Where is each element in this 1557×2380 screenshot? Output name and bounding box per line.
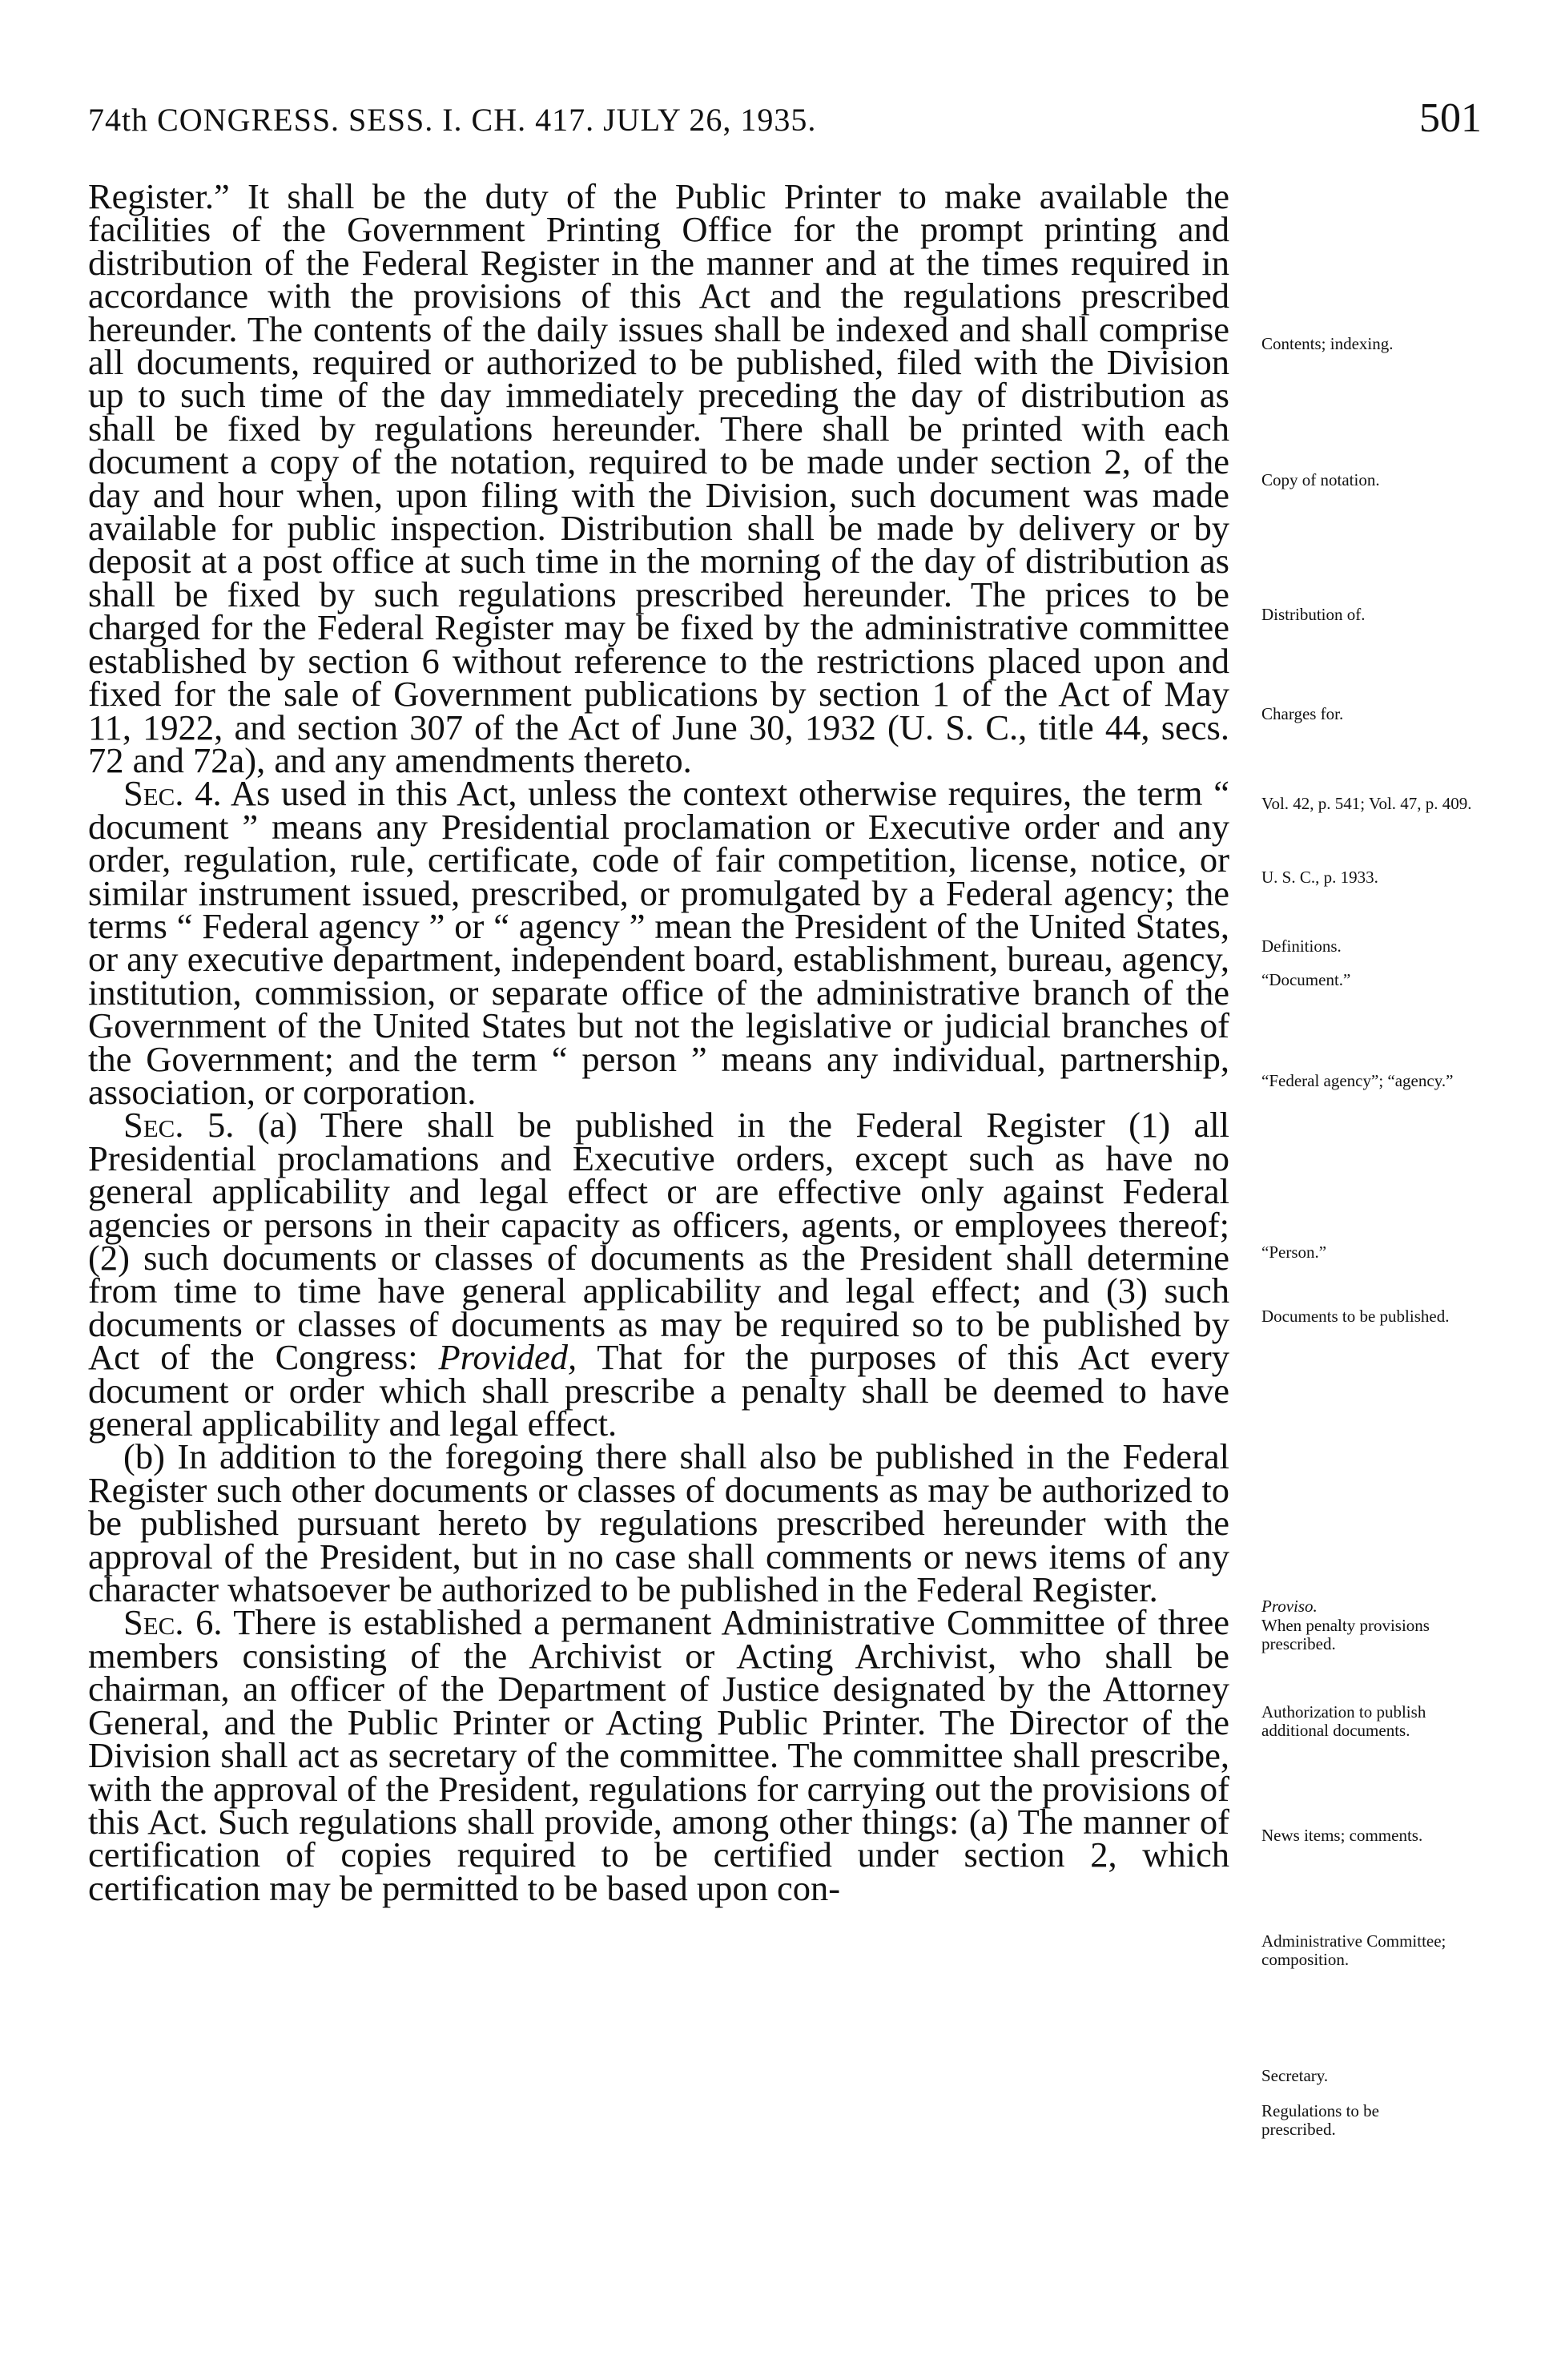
margin-note-proviso: Proviso. bbox=[1261, 1597, 1318, 1616]
margin-note-document: “Document.” bbox=[1261, 970, 1351, 989]
section-6 bbox=[88, 1602, 1229, 1908]
section-5-b-text: (b) In addition to the foregoing there shall also be published in the Federal Register such other documents or classes of documents as may be authorized to be published pursuant hereto by regulations prescribed hereunder with the approval of the President, but in no case shall comments or news items of any character whatsoever be authorized to be published in the Federal Register. bbox=[88, 1436, 1229, 1610]
margin-note-definitions: Definitions. bbox=[1261, 936, 1342, 956]
margin-note-charges: Charges for. bbox=[1261, 704, 1344, 723]
page-number: 501 bbox=[1419, 95, 1482, 141]
paragraph-continuation bbox=[88, 176, 1229, 780]
section-4 bbox=[88, 773, 1229, 1112]
margin-note-federal-agency: “Federal agency”; “agency.” bbox=[1261, 1071, 1454, 1090]
continuation-text: Register.” It shall be the duty of the Public Printer to make available the facilities of the Government Printing Office for the prompt printing and distribution of the Federal Register in the manner and at the times required in accordance with the provisions of this Act and the regulations prescribed hereunder. The contents of the daily issues shall be indexed and shall comprise all documents, required or authorized to be published, filed with the Division up to such time of the day immediately preceding the day of distribution as shall be fixed by regulations hereunder. There shall be printed with each document a copy of the notation, required to be made under section 2, of the day and hour when, upon filing with the Division, such document was made available for public inspection. Distribution shall be made by delivery or by deposit at a post office at such time in the morning of the day of distribution as shall be fixed by such regulations prescribed hereunder. The prices to be charged for the Federal Register may be fixed by the administrative committee established by section 6 without reference to the restrictions placed upon and fixed for the sale of Government publications by section 1 of the Act of May 11, 1922, and section 307 of the Act of June 30, 1932 (U. S. C., title 44, secs. 72 and 72a), and any amendments thereto. bbox=[88, 176, 1229, 780]
margin-note-penalty: When penalty provisions prescribed. bbox=[1261, 1616, 1430, 1653]
margin-note-secretary: Secretary. bbox=[1261, 2066, 1329, 2085]
margin-note-citation-2: U. S. C., p. 1933. bbox=[1261, 868, 1378, 887]
margin-note-person: “Person.” bbox=[1261, 1242, 1327, 1262]
section-4-text: As used in this Act, unless the context otherwise requires, the term “ document ” means any Presidential proclamation or Executive order and any order, regulation, rule, certificate, code of fair competition, license, notice, or similar instrument issued, prescribed, or promulgated by a Federal agency; the terms “ Federal agency ” or “ agency ” mean the President of the United States, or any executive department, independent board, establishment, bureau, agency, institution, commission, or separate office of the administrative branch of the Government of the United States but not the legislative or judicial branches of the Government; and the term “ person ” means any individual, partnership, association, or corporation. bbox=[88, 773, 1229, 1112]
margin-note-citation-1: Vol. 42, p. 541; Vol. 47, p. 409. bbox=[1261, 794, 1472, 813]
margin-note-admin-committee: Administrative Committee; composition. bbox=[1261, 1931, 1446, 1969]
margin-note-documents-published: Documents to be published. bbox=[1261, 1307, 1450, 1326]
body-text bbox=[88, 176, 1229, 1908]
section-6-label: Sec. 6. bbox=[123, 1602, 223, 1643]
provided-word: Provided, bbox=[438, 1337, 577, 1378]
section-5-label: Sec. 5. bbox=[123, 1105, 235, 1146]
margin-note-copy: Copy of notation. bbox=[1261, 470, 1380, 489]
section-5-b bbox=[88, 1436, 1229, 1610]
margin-note-news: News items; comments. bbox=[1261, 1826, 1423, 1845]
section-5 bbox=[88, 1105, 1229, 1444]
section-5-text-b: That for the purposes of this Act every document or order which shall prescribe a penalty shall be deemed to have general applicability and legal effect. bbox=[88, 1337, 1229, 1444]
section-4-label: Sec. 4. bbox=[123, 773, 222, 814]
margin-note-distribution: Distribution of. bbox=[1261, 605, 1366, 624]
margin-note-contents: Contents; indexing. bbox=[1261, 334, 1394, 353]
running-head: 74th CONGRESS. SESS. I. CH. 417. JULY 26, 1935. bbox=[88, 102, 817, 138]
page-header bbox=[88, 95, 1482, 151]
margin-note-regulations: Regulations to be prescribed. bbox=[1261, 2101, 1379, 2139]
section-6-text: There is established a permanent Administrative Committee of three members consisting of the Archivist or Acting Archivist, who shall be chairman, an officer of the Department of Justice designated by the Attorney General, and the Public Printer or Acting Public Printer. The Director of the Division shall act as secretary of the committee. The committee shall prescribe, with the approval of the President, regulations for carrying out the provisions of this Act. Such regulations shall provide, among other things: (a) The manner of certification of copies required to be certified under section 2, which certification may be permitted to be based upon con- bbox=[88, 1602, 1229, 1908]
section-5-text-a: (a) There shall be published in the Federal Register (1) all Presidential proclamations and Executive orders, except such as have no general applicability and legal effect or are effective only against Federal agencies or persons in their capacity as officers, agents, or employees thereof; (2) such documents or classes of documents as the President shall determine from time to time have general applicability and legal effect; and (3) such documents or classes of documents as may be required so to be published by Act of the Congress: bbox=[88, 1105, 1229, 1378]
margin-note-authorization: Authorization to publish additional documents. bbox=[1261, 1702, 1426, 1740]
